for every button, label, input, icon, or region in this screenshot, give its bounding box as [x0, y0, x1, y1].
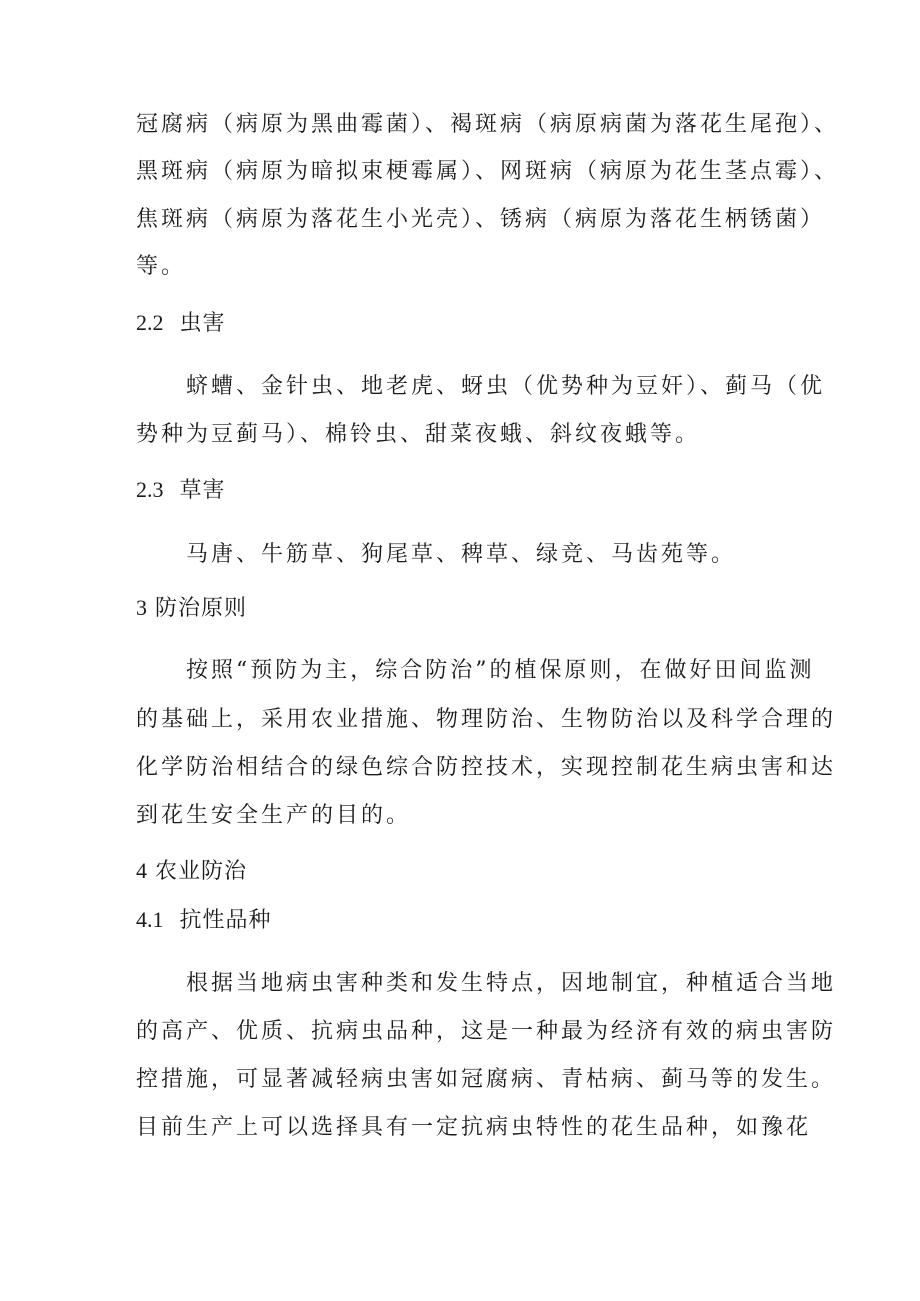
paragraph-line: 冠腐病（病原为黑曲霉菌）、褐斑病（病原病菌为落花生尾孢）、 — [136, 112, 840, 137]
paragraph-line: 到花生安全生产的目的。 — [136, 803, 412, 828]
paragraph-line: 目前生产上可以选择具有一定抗病虫特性的花生品种，如豫花 — [136, 1115, 812, 1140]
paragraph-line: 马唐、牛筋草、狗尾草、稗草、绿竞、马齿苑等。 — [186, 542, 737, 567]
section-title: 虫害 — [179, 311, 226, 336]
paragraph-line: 等。 — [136, 254, 187, 279]
section-heading-2-2 — [136, 308, 226, 339]
section-heading-4-1 — [136, 905, 272, 936]
paragraph-line: 控措施，可显著减轻病虫害如冠腐病、青枯病、蓟马等的发生。 — [136, 1067, 837, 1092]
paragraph-line: 化学防治相结合的绿色综合防控技术，实现控制花生病虫害和达 — [136, 755, 837, 780]
section-heading-4 — [136, 856, 247, 887]
section-number: 2.3 — [136, 477, 164, 502]
section-heading-3 — [136, 593, 247, 624]
section-number: 4 — [136, 858, 147, 883]
section-number: 2.2 — [136, 310, 164, 335]
paragraph-line: 焦斑病（病原为落花生小光壳）、锈病（病原为落花生柄锈菌） — [136, 207, 826, 232]
paragraph-line: 根据当地病虫害种类和发生特点，因地制宜，种植适合当地 — [186, 971, 837, 996]
section-title: 抗性品种 — [179, 908, 272, 933]
paragraph-line: 的高产、优质、抗病虫品种，这是一种最为经济有效的病虫害防 — [136, 1019, 837, 1044]
paragraph-line: 蛴螬、金针虫、地老虎、蚜虫（优势种为豆奸）、蓟马（优 — [186, 374, 826, 399]
paragraph-line: 按照“预防为主，综合防治”的植保原则，在做好田间监测 — [186, 658, 815, 683]
paragraph-line: 的基础上，采用农业措施、物理防治、生物防治以及科学合理的 — [136, 707, 837, 732]
section-heading-2-3 — [136, 475, 226, 506]
section-title: 草害 — [179, 478, 226, 503]
section-number: 3 — [136, 595, 147, 620]
section-title: 农业防治 — [155, 859, 248, 884]
paragraph-line: 势种为豆蓟马）、棉铃虫、甜菜夜蛾、斜纹夜蛾等。 — [136, 422, 701, 447]
paragraph-line: 黑斑病（病原为暗拟束梗霉属）、网斑病（病原为花生茎点霉）、 — [136, 159, 840, 184]
section-title: 防治原则 — [155, 596, 248, 621]
section-number: 4.1 — [136, 907, 164, 932]
